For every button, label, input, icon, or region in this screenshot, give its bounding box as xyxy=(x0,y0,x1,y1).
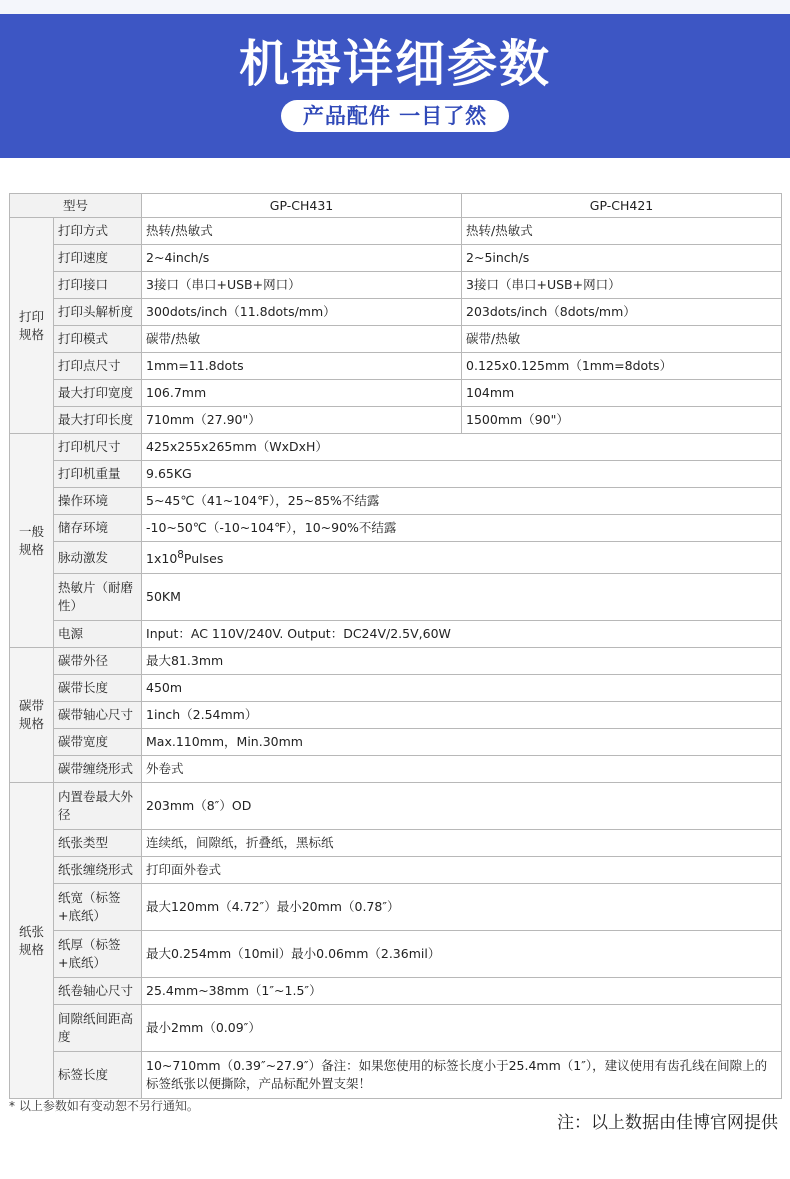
value-shared: 10~710mm（0.39″~27.9″）备注：如果您使用的标签长度小于25.4mm（1″），建议使用有齿孔线在间隙上的标签纸张以便撕除，产品标配外置支架！ xyxy=(142,1052,782,1099)
value-model-b: 3接口（串口+USB+网口） xyxy=(462,272,782,299)
value-shared: 50KM xyxy=(142,574,782,621)
value-shared: -10~50℃（-10~104℉），10~90%不结露 xyxy=(142,515,782,542)
header-banner xyxy=(0,0,790,158)
subtitle-pill: 产品配件 一目了然 xyxy=(281,100,509,132)
group-label-ribbon: 碳带 规格 xyxy=(10,648,54,783)
group-label-print: 打印 规格 xyxy=(10,218,54,434)
table-row xyxy=(10,931,782,978)
table-row xyxy=(10,574,782,621)
row-label: 碳带长度 xyxy=(54,675,142,702)
row-label: 最大打印长度 xyxy=(54,407,142,434)
row-label: 打印方式 xyxy=(54,218,142,245)
table-row xyxy=(10,299,782,326)
disclaimer-note: * 以上参数如有变动恕不另行通知。 xyxy=(9,1099,199,1113)
row-label: 碳带缠绕形式 xyxy=(54,756,142,783)
table-row xyxy=(10,1005,782,1052)
table-row xyxy=(10,515,782,542)
value-shared: 连续纸，间隙纸，折叠纸，黑标纸 xyxy=(142,830,782,857)
table-row xyxy=(10,702,782,729)
row-label: 打印速度 xyxy=(54,245,142,272)
value-shared: 最大120mm（4.72″）最小20mm（0.78″） xyxy=(142,884,782,931)
model-b-header: GP-CH421 xyxy=(462,194,782,218)
table-row xyxy=(10,272,782,299)
row-label: 内置卷最大外径 xyxy=(54,783,142,830)
model-header-label: 型号 xyxy=(10,194,142,218)
value-model-b: 1500mm（90"） xyxy=(462,407,782,434)
table-row xyxy=(10,326,782,353)
row-label: 热敏片（耐磨性） xyxy=(54,574,142,621)
value-shared: 打印面外卷式 xyxy=(142,857,782,884)
table-row xyxy=(10,857,782,884)
spec-table xyxy=(9,193,782,1099)
value-shared: 1inch（2.54mm） xyxy=(142,702,782,729)
value-model-b: 104mm xyxy=(462,380,782,407)
value-model-a: 710mm（27.90"） xyxy=(142,407,462,434)
value-shared: 25.4mm~38mm（1″~1.5″） xyxy=(142,978,782,1005)
row-label: 纸卷轴心尺寸 xyxy=(54,978,142,1005)
table-row xyxy=(10,675,782,702)
value-shared: 外卷式 xyxy=(142,756,782,783)
row-label: 打印模式 xyxy=(54,326,142,353)
table-row xyxy=(10,648,782,675)
row-label: 打印头解析度 xyxy=(54,299,142,326)
source-note: 注：以上数据由佳博官网提供 xyxy=(557,1113,778,1133)
table-row xyxy=(10,380,782,407)
row-label: 最大打印宽度 xyxy=(54,380,142,407)
value-shared: 最小2mm（0.09″） xyxy=(142,1005,782,1052)
row-label: 纸宽（标签+底纸） xyxy=(54,884,142,931)
value-shared: 最大81.3mm xyxy=(142,648,782,675)
value-shared: Max.110mm，Min.30mm xyxy=(142,729,782,756)
value-model-a: 1mm=11.8dots xyxy=(142,353,462,380)
row-label: 操作环境 xyxy=(54,488,142,515)
value-model-b: 0.125x0.125mm（1mm=8dots） xyxy=(462,353,782,380)
table-row xyxy=(10,353,782,380)
table-row xyxy=(10,488,782,515)
model-a-header: GP-CH431 xyxy=(142,194,462,218)
table-header-row xyxy=(10,194,782,218)
table-row xyxy=(10,756,782,783)
value-model-a: 热转/热敏式 xyxy=(142,218,462,245)
table-row xyxy=(10,542,782,574)
row-label: 碳带外径 xyxy=(54,648,142,675)
value-exponent: 8 xyxy=(177,549,184,562)
value-model-b: 碳带/热敏 xyxy=(462,326,782,353)
row-label: 脉动激发 xyxy=(54,542,142,574)
row-label: 间隙纸间距高度 xyxy=(54,1005,142,1052)
row-label: 碳带轴心尺寸 xyxy=(54,702,142,729)
table-row xyxy=(10,1052,782,1099)
row-label: 标签长度 xyxy=(54,1052,142,1099)
value-shared: Input：AC 110V/240V. Output：DC24V/2.5V,60W xyxy=(142,621,782,648)
value-unit: Pulses xyxy=(183,551,224,567)
value-shared: 203mm（8″）OD xyxy=(142,783,782,830)
table-row xyxy=(10,978,782,1005)
table-row xyxy=(10,407,782,434)
value-model-b: 203dots/inch（8dots/mm） xyxy=(462,299,782,326)
value-model-b: 2~5inch/s xyxy=(462,245,782,272)
value-model-a: 106.7mm xyxy=(142,380,462,407)
row-label: 打印机重量 xyxy=(54,461,142,488)
value-shared: 9.65KG xyxy=(142,461,782,488)
table-row xyxy=(10,729,782,756)
page-title: 机器详细参数 xyxy=(239,35,551,93)
value-model-b: 热转/热敏式 xyxy=(462,218,782,245)
row-label: 打印接口 xyxy=(54,272,142,299)
table-row xyxy=(10,884,782,931)
value-model-a: 300dots/inch（11.8dots/mm） xyxy=(142,299,462,326)
value-model-a: 碳带/热敏 xyxy=(142,326,462,353)
value-shared xyxy=(142,542,782,574)
row-label: 储存环境 xyxy=(54,515,142,542)
row-label: 纸张缠绕形式 xyxy=(54,857,142,884)
row-label: 碳带宽度 xyxy=(54,729,142,756)
row-label: 打印点尺寸 xyxy=(54,353,142,380)
table-row xyxy=(10,218,782,245)
table-row xyxy=(10,783,782,830)
value-shared: 最大0.254mm（10mil）最小0.06mm（2.36mil） xyxy=(142,931,782,978)
row-label: 纸张类型 xyxy=(54,830,142,857)
table-row xyxy=(10,461,782,488)
value-shared: 450m xyxy=(142,675,782,702)
row-label: 纸厚（标签+底纸） xyxy=(54,931,142,978)
row-label: 电源 xyxy=(54,621,142,648)
group-label-general: 一般 规格 xyxy=(10,434,54,648)
group-label-paper: 纸张 规格 xyxy=(10,783,54,1099)
table-row xyxy=(10,434,782,461)
value-model-a: 2~4inch/s xyxy=(142,245,462,272)
row-label: 打印机尺寸 xyxy=(54,434,142,461)
value-model-a: 3接口（串口+USB+网口） xyxy=(142,272,462,299)
value-shared: 425x255x265mm（WxDxH） xyxy=(142,434,782,461)
value-shared: 5~45℃（41~104℉），25~85%不结露 xyxy=(142,488,782,515)
table-row xyxy=(10,830,782,857)
table-row xyxy=(10,245,782,272)
table-row xyxy=(10,621,782,648)
banner-top-strip xyxy=(0,0,790,14)
value-base: 1x10 xyxy=(146,551,178,567)
